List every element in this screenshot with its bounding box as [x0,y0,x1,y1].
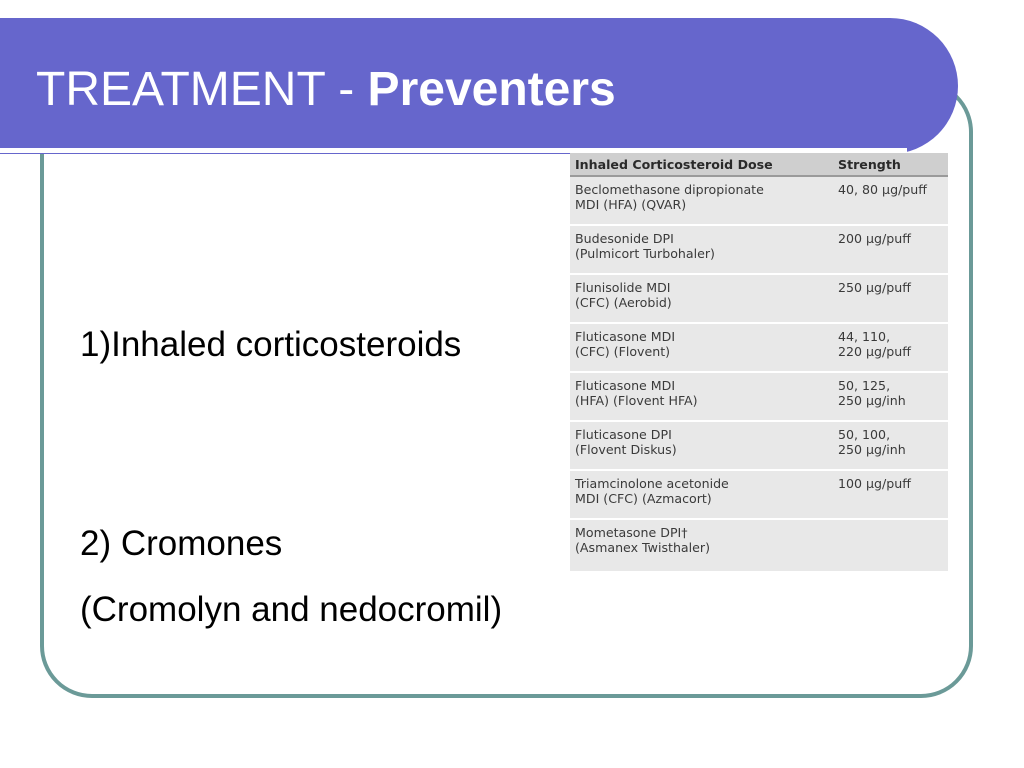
strength-line: 200 µg/puff [838,231,911,246]
table-row [570,177,948,226]
drug-cell [575,378,830,408]
strength-line: 250 µg/puff [838,280,911,295]
drug-line: Budesonide DPI [575,231,674,246]
drug-line: (HFA) (Flovent HFA) [575,393,698,408]
strength-cell [838,231,946,246]
table-row [570,520,948,569]
drug-cell [575,476,830,506]
drug-line: Flunisolide MDI [575,280,671,295]
drug-line: MDI (CFC) (Azmacort) [575,491,712,506]
drug-line: (Flovent Diskus) [575,442,677,457]
strength-line: 250 µg/inh [838,393,906,408]
drug-cell [575,329,830,359]
drug-line: Beclomethasone dipropionate [575,182,764,197]
drug-line: Fluticasone DPI [575,427,672,442]
table-row [570,275,948,324]
drug-line: (CFC) (Aerobid) [575,295,672,310]
drug-cell [575,525,830,555]
drug-line: Mometasone DPI† [575,525,688,540]
drug-cell [575,280,830,310]
strength-line: 250 µg/inh [838,442,906,457]
drug-cell [575,231,830,261]
strength-line: 100 µg/puff [838,476,911,491]
slide-title [36,62,616,117]
strength-cell [838,329,946,359]
table-row [570,471,948,520]
drug-line: MDI (HFA) (QVAR) [575,197,687,212]
drug-line: Fluticasone MDI [575,329,676,344]
strength-line: 50, 125, [838,378,891,393]
drug-line: (Asmanex Twisthaler) [575,540,710,555]
strength-line: 44, 110, [838,329,891,344]
strength-cell [838,182,946,197]
table-row [570,422,948,471]
table-row [570,373,948,422]
point-cromones-examples: (Cromolyn and nedocromil) [80,590,503,629]
table-row [570,324,948,373]
table-header-row [570,153,948,177]
drug-line: Fluticasone MDI [575,378,676,393]
drug-line: (CFC) (Flovent) [575,344,671,359]
strength-line: 220 µg/puff [838,344,911,359]
title-plain: TREATMENT - [36,63,368,116]
drug-line: Triamcinolone acetonide [575,476,729,491]
strength-line: 50, 100, [838,427,891,442]
title-bar [0,18,958,154]
strength-cell [838,476,946,491]
drug-line: (Pulmicort Turbohaler) [575,246,715,261]
strength-cell [838,427,946,457]
point-inhaled-corticosteroids: 1)Inhaled corticosteroids [80,325,462,364]
corticosteroid-dose-table [570,153,948,571]
title-bold: Preventers [367,63,616,116]
drug-cell [575,427,830,457]
header-strength: Strength [838,157,901,172]
point-cromones: 2) Cromones [80,524,283,563]
strength-line: 40, 80 µg/puff [838,182,927,197]
header-dose: Inhaled Corticosteroid Dose [575,157,773,172]
strength-cell [838,378,946,408]
drug-cell [575,182,830,212]
table-row [570,226,948,275]
strength-cell [838,280,946,295]
